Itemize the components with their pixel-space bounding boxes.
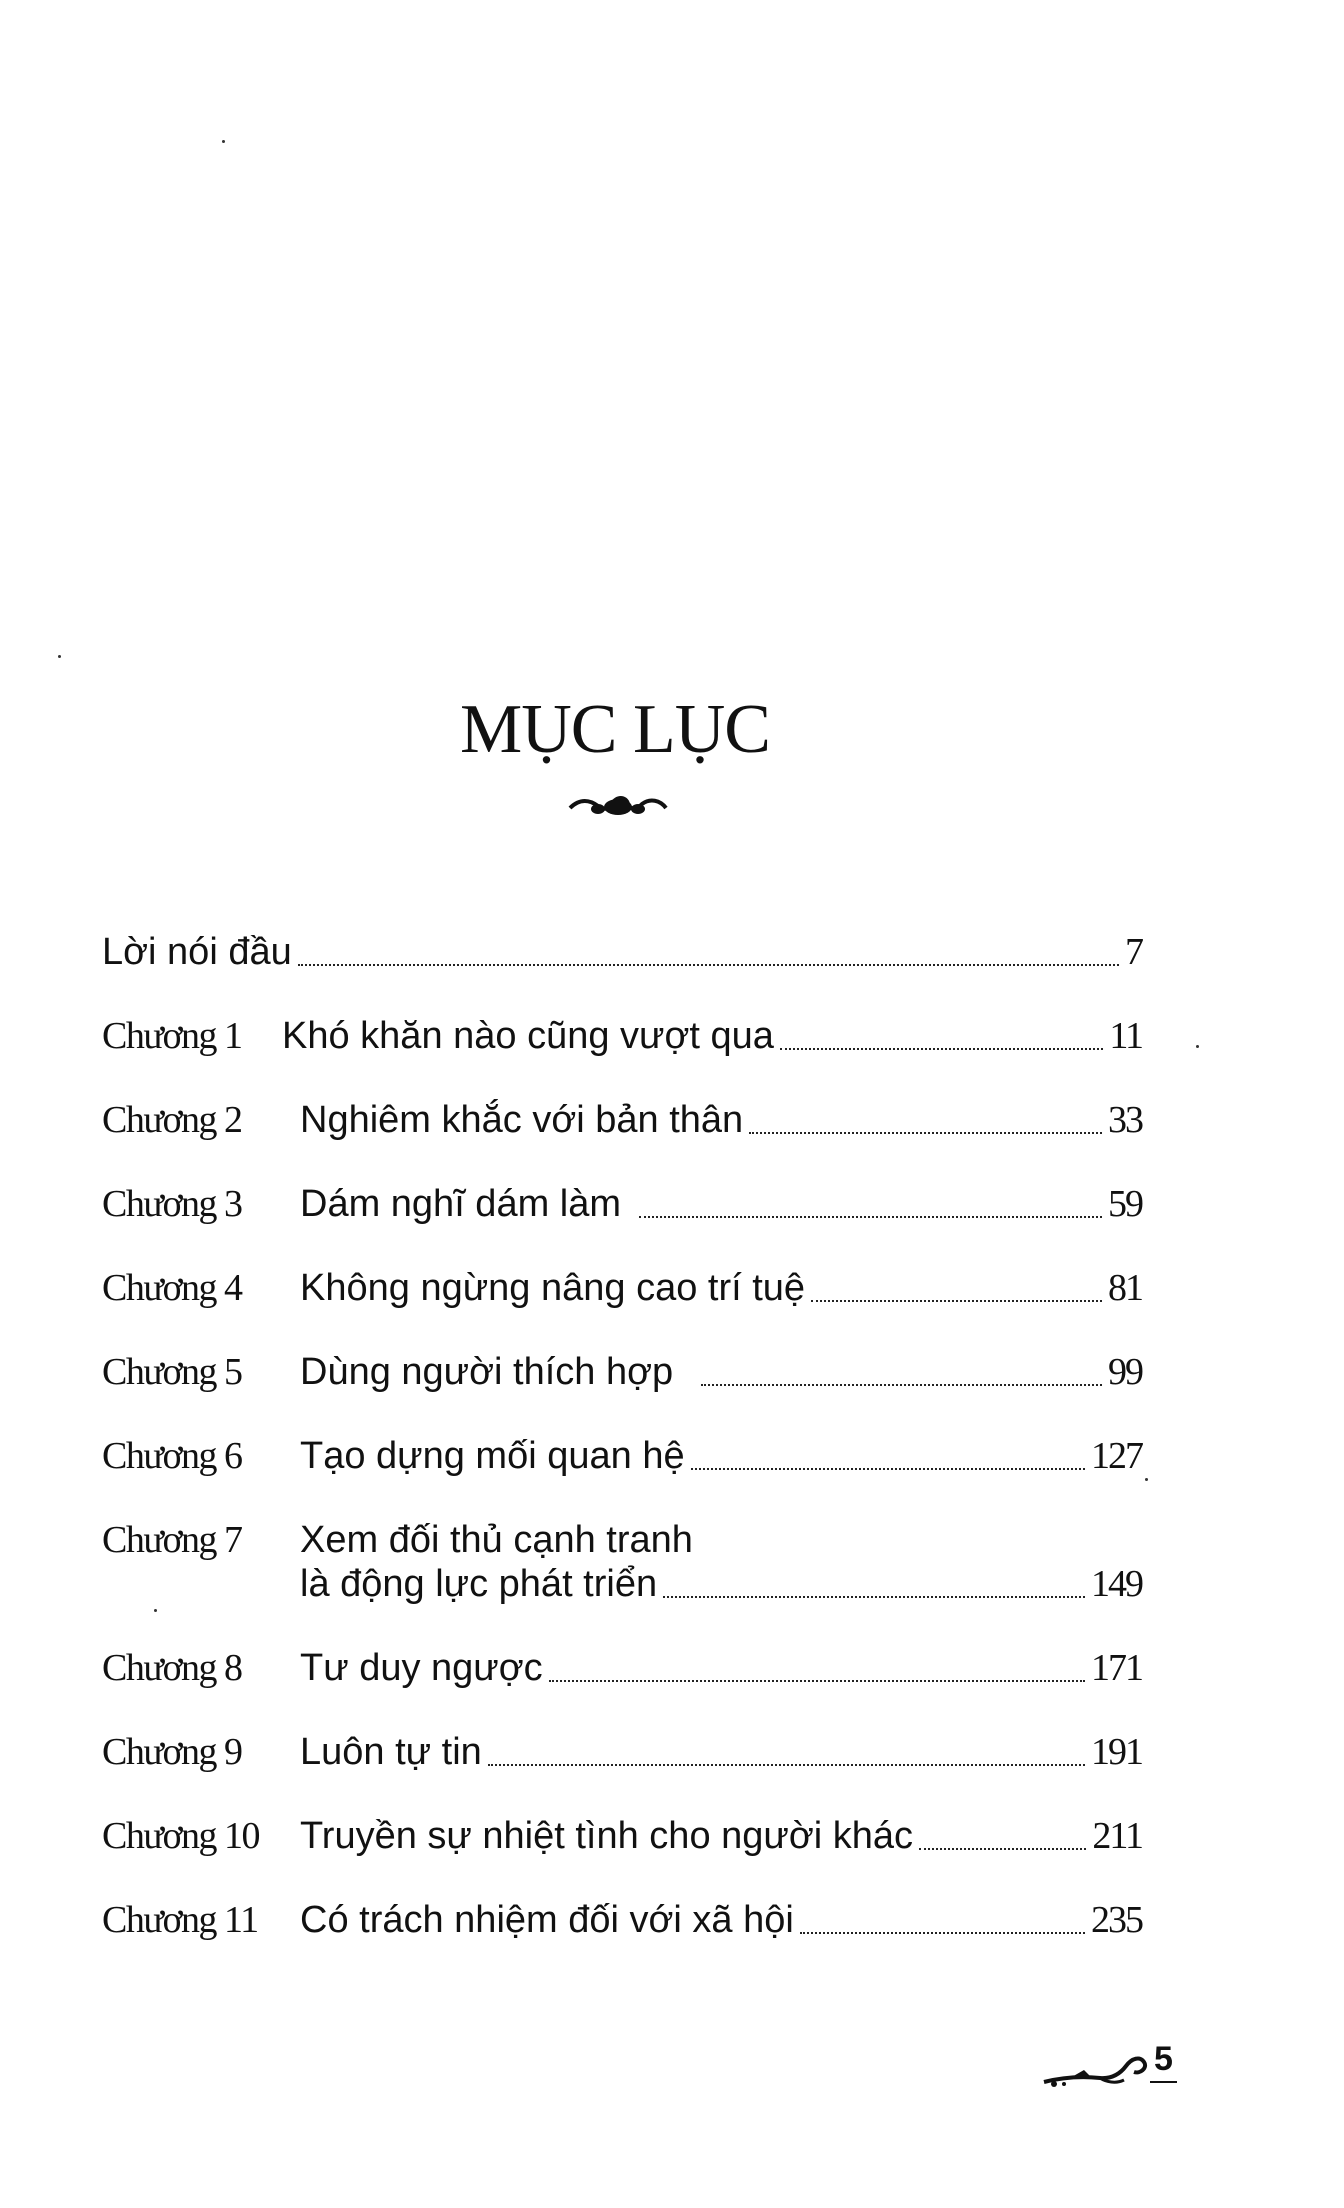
toc-chapter-label: Chương 8 [102, 1647, 242, 1689]
toc-entry-chapter-4[interactable] [102, 1266, 1142, 1310]
toc-chapter-label: Chương 4 [102, 1267, 242, 1309]
toc-page-number: 59 [1108, 1183, 1142, 1225]
toc-entry-chapter-9[interactable] [102, 1730, 1142, 1774]
toc-page-number: 191 [1091, 1731, 1142, 1773]
toc-page-number: 99 [1108, 1351, 1142, 1393]
dot-leader [639, 1216, 1102, 1218]
toc-entry-chapter-2[interactable] [102, 1098, 1142, 1142]
toc-entry-title-line-2: là động lực phát triển [300, 1563, 658, 1605]
toc-chapter-label: Chương 9 [102, 1731, 242, 1773]
table-of-contents [102, 930, 1142, 1982]
dot-leader [800, 1932, 1085, 1934]
toc-entry-title: Nghiêm khắc với bản thân [300, 1099, 744, 1141]
toc-page-number: 7 [1125, 931, 1142, 973]
toc-entry-title: Khó khăn nào cũng vượt qua [282, 1015, 774, 1057]
dot-leader [811, 1300, 1102, 1302]
scan-speck [154, 1609, 157, 1612]
toc-entry-title: Tạo dựng mối quan hệ [300, 1435, 685, 1477]
scan-speck [222, 140, 225, 143]
toc-page-number: 235 [1091, 1899, 1142, 1941]
toc-entry-chapter-1[interactable] [102, 1014, 1142, 1058]
dot-leader [919, 1848, 1086, 1850]
toc-chapter-label: Chương 10 [102, 1815, 260, 1857]
toc-chapter-label: Chương 7 [102, 1519, 242, 1561]
toc-entry-title: Có trách nhiệm đối với xã hội [300, 1899, 794, 1941]
toc-page-number: 81 [1108, 1267, 1142, 1309]
page-title: MỤC LỤC [460, 691, 770, 768]
toc-entry-chapter-6[interactable] [102, 1434, 1142, 1478]
dot-leader [701, 1384, 1102, 1386]
toc-entry-chapter-8[interactable] [102, 1646, 1142, 1690]
toc-entry-title: Truyền sự nhiệt tình cho người khác [300, 1815, 914, 1857]
toc-entry-preface[interactable] [102, 930, 1142, 974]
dot-leader [549, 1680, 1085, 1682]
toc-page-number: 171 [1091, 1647, 1142, 1689]
toc-entry-title: Dùng người thích hợp [300, 1351, 674, 1393]
dot-leader [749, 1132, 1102, 1134]
toc-entry-chapter-5[interactable] [102, 1350, 1142, 1394]
dot-leader [488, 1764, 1085, 1766]
toc-page-number: 127 [1091, 1435, 1142, 1477]
toc-chapter-label: Chương 3 [102, 1183, 242, 1225]
dot-leader [780, 1048, 1103, 1050]
scan-speck [1196, 1045, 1199, 1048]
toc-chapter-label: Chương 2 [102, 1099, 242, 1141]
toc-page-number: 149 [1091, 1563, 1142, 1605]
toc-entry-chapter-3[interactable] [102, 1182, 1142, 1226]
toc-page-number: 11 [1109, 1015, 1142, 1057]
scan-speck [58, 655, 61, 658]
toc-entry-title: Dám nghĩ dám làm [300, 1183, 622, 1225]
dot-leader [691, 1468, 1085, 1470]
toc-entry-chapter-10[interactable] [102, 1814, 1142, 1858]
toc-entry-title: Tư duy ngược [300, 1647, 543, 1689]
toc-entry-title: Luôn tự tin [300, 1731, 482, 1773]
toc-chapter-label: Chương 5 [102, 1351, 242, 1393]
toc-entry-title: Lời nói đầu [102, 931, 292, 973]
toc-chapter-label: Chương 11 [102, 1899, 258, 1941]
dot-leader [298, 964, 1119, 966]
toc-page-number: 211 [1092, 1815, 1142, 1857]
toc-entry-chapter-7[interactable] [102, 1518, 1142, 1606]
dot-leader [663, 1596, 1085, 1598]
toc-page-number: 33 [1108, 1099, 1142, 1141]
page-number: 5 [1150, 2040, 1177, 2083]
toc-entry-title: Không ngừng nâng cao trí tuệ [300, 1267, 806, 1309]
toc-chapter-label: Chương 6 [102, 1435, 242, 1477]
toc-chapter-label: Chương 1 [102, 1015, 242, 1057]
scan-speck [1145, 1478, 1148, 1481]
toc-entry-title-line-1: Xem đối thủ cạnh tranh [300, 1519, 693, 1561]
toc-entry-chapter-11[interactable] [102, 1898, 1142, 1942]
ornament-divider-icon [568, 790, 668, 822]
